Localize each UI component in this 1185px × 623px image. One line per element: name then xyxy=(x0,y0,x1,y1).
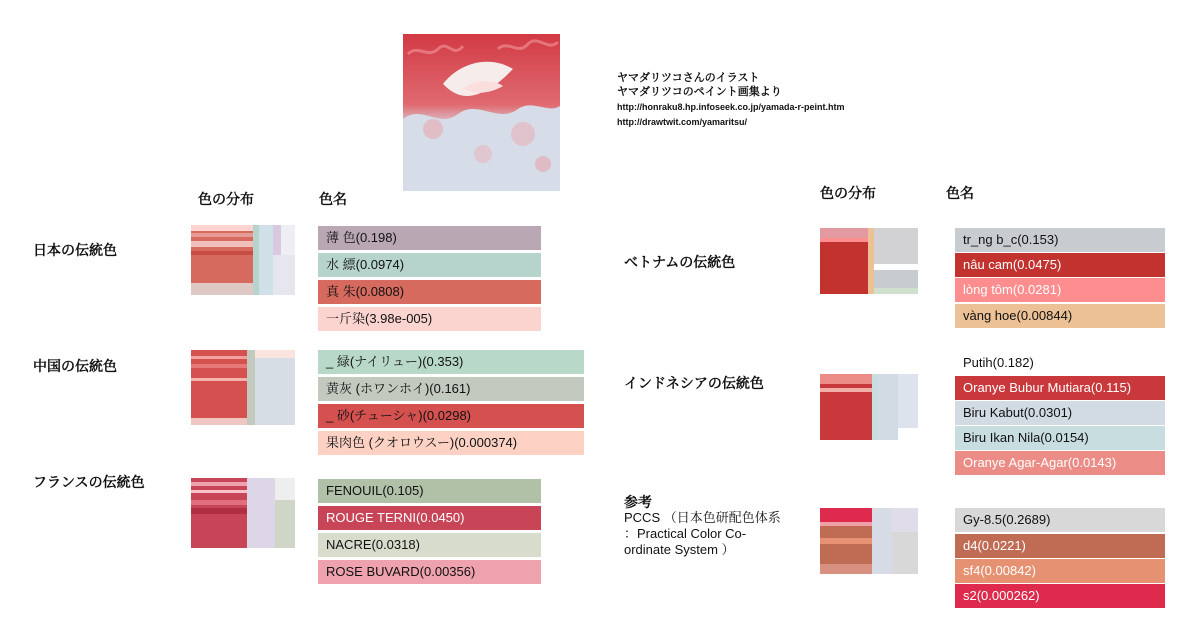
header-color-name-right: 色名 xyxy=(946,185,974,201)
pccs-line-3: ordinate System ） xyxy=(624,542,735,557)
illustration-drawing xyxy=(403,34,560,191)
swatch-japan-2: 水 縹(0.0974) xyxy=(318,253,541,277)
pccs-line-1: PCCS （日本色研配色体系 xyxy=(624,510,781,525)
swatch-vietnam-4: vàng hoe(0.00844) xyxy=(955,304,1165,328)
section-label-pccs xyxy=(624,494,781,558)
swatch-vietnam-1: tr_ng b_c(0.153) xyxy=(955,228,1165,252)
section-label-china: 中国の伝統色 xyxy=(33,358,117,374)
section-label-japan: 日本の伝統色 xyxy=(33,242,117,258)
swatch-france-2: ROUGE TERNI(0.0450) xyxy=(318,506,541,530)
swatch-china-2: 黄灰 (ホワンホイ)(0.161) xyxy=(318,377,584,401)
section-label-vietnam: ベトナムの伝統色 xyxy=(624,254,736,270)
swatch-france-4: ROSE BUVARD(0.00356) xyxy=(318,560,541,584)
swatch-china-4: 果肉色 (クオロウスー)(0.000374) xyxy=(318,431,584,455)
swatch-pccs-1: Gy-8.5(0.2689) xyxy=(955,508,1165,532)
swatch-indonesia-4: Biru Ikan Nila(0.0154) xyxy=(955,426,1165,450)
credit-artist: ヤマダリツコさんのイラスト xyxy=(617,72,760,84)
pccs-title: 参考 xyxy=(624,494,652,510)
swatch-vietnam-2: nâu cam(0.0475) xyxy=(955,253,1165,277)
swatch-pccs-3: sf4(0.00842) xyxy=(955,559,1165,583)
distribution-pccs xyxy=(820,508,918,574)
swatch-china-1: _ 緑(ナイリュー)(0.353) xyxy=(318,350,584,374)
header-distribution-left: 色の分布 xyxy=(198,191,254,207)
swatch-japan-1: 薄 色(0.198) xyxy=(318,226,541,250)
swatch-france-3: NACRE(0.0318) xyxy=(318,533,541,557)
distribution-vietnam xyxy=(820,228,918,294)
swatch-indonesia-2: Oranye Bubur Mutiara(0.115) xyxy=(955,376,1165,400)
distribution-indonesia xyxy=(820,374,918,440)
swatch-japan-3: 真 朱(0.0808) xyxy=(318,280,541,304)
credit-url-1: http://honraku8.hp.infoseek.co.jp/yamada-r-peint.htm xyxy=(617,102,845,112)
swatch-vietnam-3: lòng tôm(0.0281) xyxy=(955,278,1165,302)
swatch-pccs-4: s2(0.000262) xyxy=(955,584,1165,608)
header-color-name-left: 色名 xyxy=(319,191,347,207)
header-distribution-right: 色の分布 xyxy=(820,185,876,201)
section-label-indonesia: インドネシアの伝統色 xyxy=(624,375,764,391)
credit-book: ヤマダリツコのペイント画集より xyxy=(617,86,782,98)
illustration-image xyxy=(403,34,560,191)
section-label-france: フランスの伝統色 xyxy=(33,474,145,490)
swatch-france-1: FENOUIL(0.105) xyxy=(318,479,541,503)
pccs-line-2: ：Practical Color Co- xyxy=(624,526,747,541)
swatch-indonesia-1: Putih(0.182) xyxy=(955,351,1165,375)
swatch-indonesia-3: Biru Kabut(0.0301) xyxy=(955,401,1165,425)
swatch-japan-4: 一斤染(3.98e-005) xyxy=(318,307,541,331)
swatch-pccs-2: d4(0.0221) xyxy=(955,534,1165,558)
distribution-china xyxy=(191,350,295,425)
distribution-japan xyxy=(191,225,295,295)
swatch-indonesia-5: Oranye Agar-Agar(0.0143) xyxy=(955,451,1165,475)
credit-url-2: http://drawtwit.com/yamaritsu/ xyxy=(617,117,748,127)
distribution-france xyxy=(191,478,295,548)
swatch-china-3: _ 砂(チューシャ)(0.0298) xyxy=(318,404,584,428)
